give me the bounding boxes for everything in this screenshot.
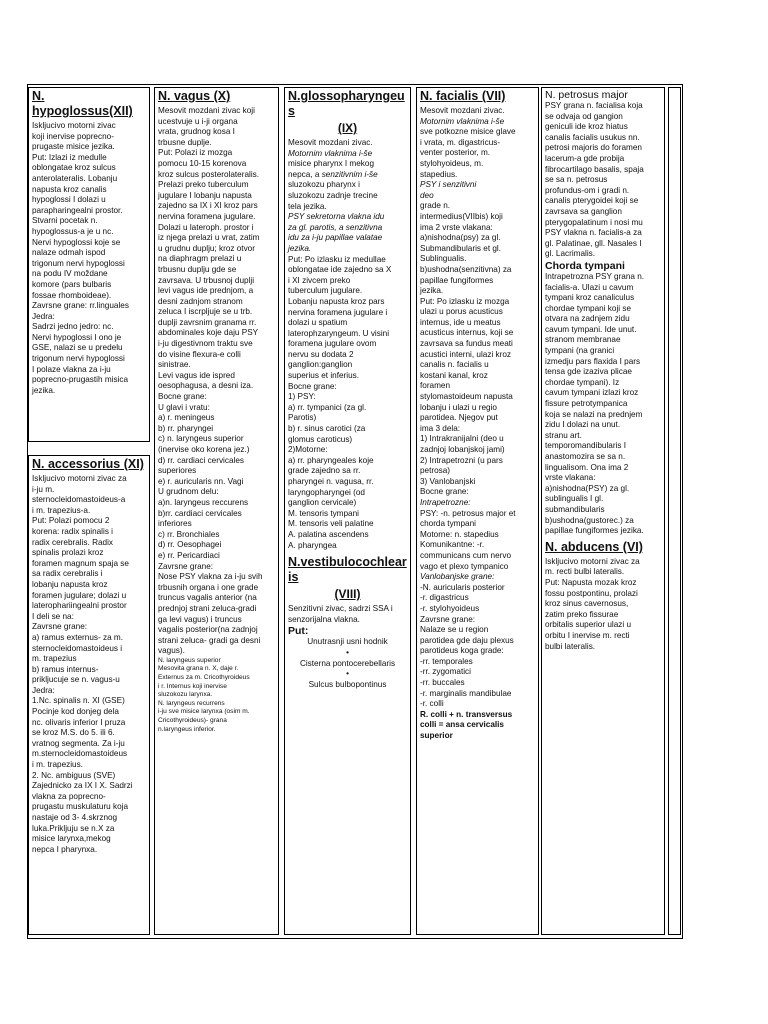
petrosus-cell [541, 87, 665, 935]
glossopharyngeus-cell [284, 87, 411, 935]
vagus-cell [154, 87, 279, 935]
glossopharyngeus-intro: Mesovit mozdani zivac. [288, 138, 373, 147]
vestibulocochlearis-put: Put: [288, 625, 309, 638]
empty-cell [668, 87, 681, 935]
petrosus-title: N. petrosus major [545, 89, 628, 101]
facialis-cell [416, 87, 539, 935]
petrosus-text: PSY grana n. facialisa koja se odvaja od gangion geniculi ide kroz hiatus canalis facialis usukus nn. petrosi majoris do foramen lacerum-a gde probija fibrocartilago basalis, spaja se sa n. petrosus profundus-om i gradi n. canalis pterygoidei koji se zavrsava sa ganglion pterygopalatinum i nosi mu PSY vlakna n. facialis-a za gl. Palatinae, gll. Nasales I gl. Lacrimalis. [545, 101, 644, 259]
facialis-motor-italic: Motornim vlaknima i-še [420, 116, 505, 126]
glossopharyngeus-text3: misice pharynx I mekog nepca, a [288, 159, 375, 179]
accessorius-title: N. accessorius (XI) [32, 457, 144, 471]
glossopharyngeus-title: N.glossopharyngeu s [288, 89, 405, 118]
glossopharyngeus-sensitive-italic: senzitivnim i-še [321, 169, 378, 179]
hypoglossus-title: N. hypoglossus(XII) [32, 89, 133, 118]
vagus-text: Mesovit mozdani zivac koji ucestvuje u i-ji organa vrata, grudnog kosa I trbusne duplje. Put: Polazi iz mozga pomocu 10-15 korenova kroz sulcus posterolateralis. Prelazi preko tuberculum jugulare I lobanju napusta zajedno sa IX i XI kroz pars nervina foramena jugulare. Dolazi u lateroph. prostor i iz njega prelazi u vrat, zatim u grudnu duplju; kroz otvor na diaphragm prelazi u trbusnu duplju gde se zavrsava. U trbusnoj duplji levi vagus ide prednjom, a desni zadnjom stranom zeluca I iscrpljuje se u trb. duplji zavrsnim granama rr. abdominales koje daju PSY i-ju digestivnom traktu sve do visine flexura-e colli sinistrae. Levi vagus ide ispred oesophagusa, a desni iza. Bocne grane: U glavi i vratu: a) r. meningeus b) rr. pharyngei c) n. laryngeus superior (inervise oko korena jez.) d) rr. cardiaci cervicales superiores e) r. auricularis nn. Vagi U grudnom delu: a)n. laryngeus reccurens b)rr. cardiaci cervicales inferiores c) rr. Bronchiales d) rr. Oesophagei e) rr. Pericardiaci Zavrsne grane: Nose PSY vlakna za i-ju svih trbusnih organa i one grade truncus vagalis anterior (na prednjoj strani zeluca-gradi ga levi vagus) i truncus vagalis posterior(na zadnjoj strani zeluca- gradi ga desni vagus). [158, 106, 263, 656]
chorda-title: Chorda tympani [545, 259, 625, 272]
vestibulocochlearis-text: Senzitivni zivac, sadrzi SSA i senzorijalna vlakna. [288, 604, 393, 624]
facialis-text5: PSY: -n. petrosus major et chorda tympani Motorne: n. stapedius Komunikantne: -r. communicans cum nervo vago et plexo tympanico [420, 508, 516, 571]
facialis-intro: Mesovit mozdani zivac. [420, 106, 505, 115]
glossopharyngeus-text4: sluzokozu pharynx i sluzokozu zadnje trecine tela jezika. [288, 180, 378, 211]
accessorius-text: Iskljucivo motorni zivac za i-ju m. sternocleidomastoideus-a i m. trapezius-a. Put: Polazi pomocu 2 korena: radix spinalis i radix cerebralis. Radix spinalis prolazi kroz foramen magnum spaja se sa radix cerebralis i lobanju napusta kroz foramen jugulare; dolazi u laterophariingealni prostor I deli se na: Zavrsne grane: a) ramus externus- za m. sternocleidomastoideus i m. trapezius b) ramus internus- prikljucuje se n. vagus-u Jedra: 1.Nc. spinalis n. XI (GSE) Pocinje kod donjeg dela nc. olivaris inferior I pruza se kroz M.S. do 5. ili 6. vratnog segmenta. Za i-ju m.sternocleidomastoideus i m. trapezius. 2. Nc. ambiguus (SVE) Zajednicko za IX I X. Sadrzi vlakna za poprecno- prugastu muskulaturu koja nastaje od 3- 4.skrznog luka.Prikljuju se n.X za misice larynxa,mekog nepca I pharynxa. [32, 474, 133, 854]
facialis-title: N. facialis (VII) [420, 89, 506, 103]
facialis-text3: sve potkozne misice glave i vrata, m. digastricus- venter posterior, m. stylohyoideus, m. stapedius. [420, 127, 516, 179]
chorda-text: Intrapetrozna PSY grana n. facialis-a. Ulazi u cavum tympani kroz canaliculus chordae tympani koji se otvara na zadnjem zidu cavum tympani. Ide unut. stranom membranae tympani (na granici izmedju pars flaxida I pars tensa gde izaziva plicae chordae tympani). Iz cavum tympani izlazi kroz fissure petrotympanica koja se nalazi na prednjem zidu I dolazi na unut. stranu art. temporomandibularis I anastomozira se sa n. lingualisom. Ona ima 2 vrste vlakana: a)nishodna(PSY) za gl. sublingualis I gl. submandibularis b)ushodna(gustorec.) za papillae fungiformes jezika. [545, 271, 645, 536]
facialis-text6: -N. auricularis posterior -r. digastricus -r. stylohyoideus Zavrsne grane: Nalaze se u region parotidea gde daju plexus parotideus koga grade: -rr. temporales -rr. zygomatici -rr. buccales -r. marginalis mandibulae -r. colli [420, 582, 514, 709]
facialis-ansa: R. colli + n. transversus colli = ansa cervicalis superior [420, 709, 513, 741]
glossopharyngeus-motor-italic: Motornim vlaknima i-še [288, 148, 373, 158]
vestibulocochlearis-title: N.vestibulocochlear is [288, 555, 407, 585]
facialis-intrapetrozne: Intrapetrozne: [420, 497, 471, 507]
abducens-title: N. abducens (VI) [545, 539, 643, 554]
glossopharyngeus-text6: Put: Po izlasku iz medullae oblongatae ide zajedno sa X i XI zivcem preko tuberculum jugulare. Lobanju napusta kroz pars nervina foramena jugulare i dolazi u spatium laterophzaryngeum. U visini foramena jugulare ovom nervu su dodata 2 ganglion:ganglion superius et inferius. Bocne grane: 1) PSY: a) rr. tympanici (za gl. Parotis) b) r. sinus carotici (za glomus caroticus) 2)Motorne: a) rr. pharyngeales koje grade zajedno sa rr. pharyngei n. vagusa, rr. laryngopharyngei (od ganglion cervicale) M. tensoris tympani M. tensoris veli palatine A. palatina ascendens A. pharyngea [288, 254, 392, 550]
vagus-title: N. vagus (X) [158, 89, 231, 103]
facialis-vanlobanjske: Vanlobanjske grane: [420, 572, 495, 582]
glossopharyngeus-psy-italic: PSY sekretorna vlakna idu za gl. parotis, a senzitivna idu za i-ju papillae valatae jezika. [288, 212, 385, 253]
vestibulocochlearis-path: Unutrasnji usni hodnik • Cisterna pontocerebellaris • Sulcus bulbopontinus [299, 637, 396, 689]
facialis-text4: grade n. intermedius(VIIbis) koji ima 2 vrste vlakana: a)nishodna(psy) za gl. Submandibularis et gl. Sublingualis. b)ushodna(senzitivna) za papillae fungiformes jezika. Put: Po izlasku iz mozga ulazi u porus acusticus internus, ide u meatus acusticus internus, koji se zavrsava sa fundus meati acustici interni, ulazi kroz canalis n. facialis u kostani kanal, kroz foramen stylomastoideum napusta lobanju i ulazi u regio parotidea. Njegov put ima 3 dela: 1) Intrakranijalni (deo u zadnjoj lobanjskoj jami) 2) Intrapetrozni (u pars petrosa) 3) Vanlobanjski Bocne grane: [420, 201, 514, 497]
facialis-psy-italic: PSY i senzitivni deo [420, 180, 477, 200]
glossopharyngeus-line3 [288, 159, 407, 180]
vestibulocochlearis-roman: (VIII) [334, 587, 361, 602]
hypoglossus-cell [28, 87, 150, 442]
hypoglossus-text: Iskljucivo motorni zivac koji inervise poprecno- prugaste misice jezika. Put: Izlazi iz medulle oblongatae kroz sulcus anterolateralis. Lobanju napusta kroz canalis hypoglossi I dolazi u parapharingealni prostor. Stvarni pocetak n. hypoglossus-a je u nc. Nervi hypoglossi koje se nalaze odmah ispod trigonum nervi hypoglossi na podu IV moždane komore (pars bulbaris fossae rhomboideae). Zavrsne grane: rr.linguales Jedra: Sadrzi jedno jedro: nc. Nervi hypoglossi I ono je GSE, nalazi se u predelu trigonum nervi hypoglossi I polaze vlakna za i-ju poprecno-prugastih misica jezika. [32, 121, 129, 395]
abducens-text: Iskljucivo motorni zivac za m. recti bulbi lateralis. Put: Napusta mozak kroz fossu postpontinu, prolazi kroz sinus cavernosus, zatim preko fissurae orbitalis superior ulazi u orbitu I inervise m. recti bulbi lateralis. [545, 556, 640, 651]
glossopharyngeus-roman: (IX) [337, 121, 358, 135]
vagus-small-text: N. laryngeus superior Mesovita grana n. X, daje r. Externus za m. Cricothyroideus i r. Internus koji inervise sluzokozu larynxa. N. laryngeus recurrens i-ju sve misice larynxa (osim m. Cricothyroideus)- grana n.laryngeus inferior. [158, 656, 250, 733]
accessorius-cell [28, 455, 150, 935]
